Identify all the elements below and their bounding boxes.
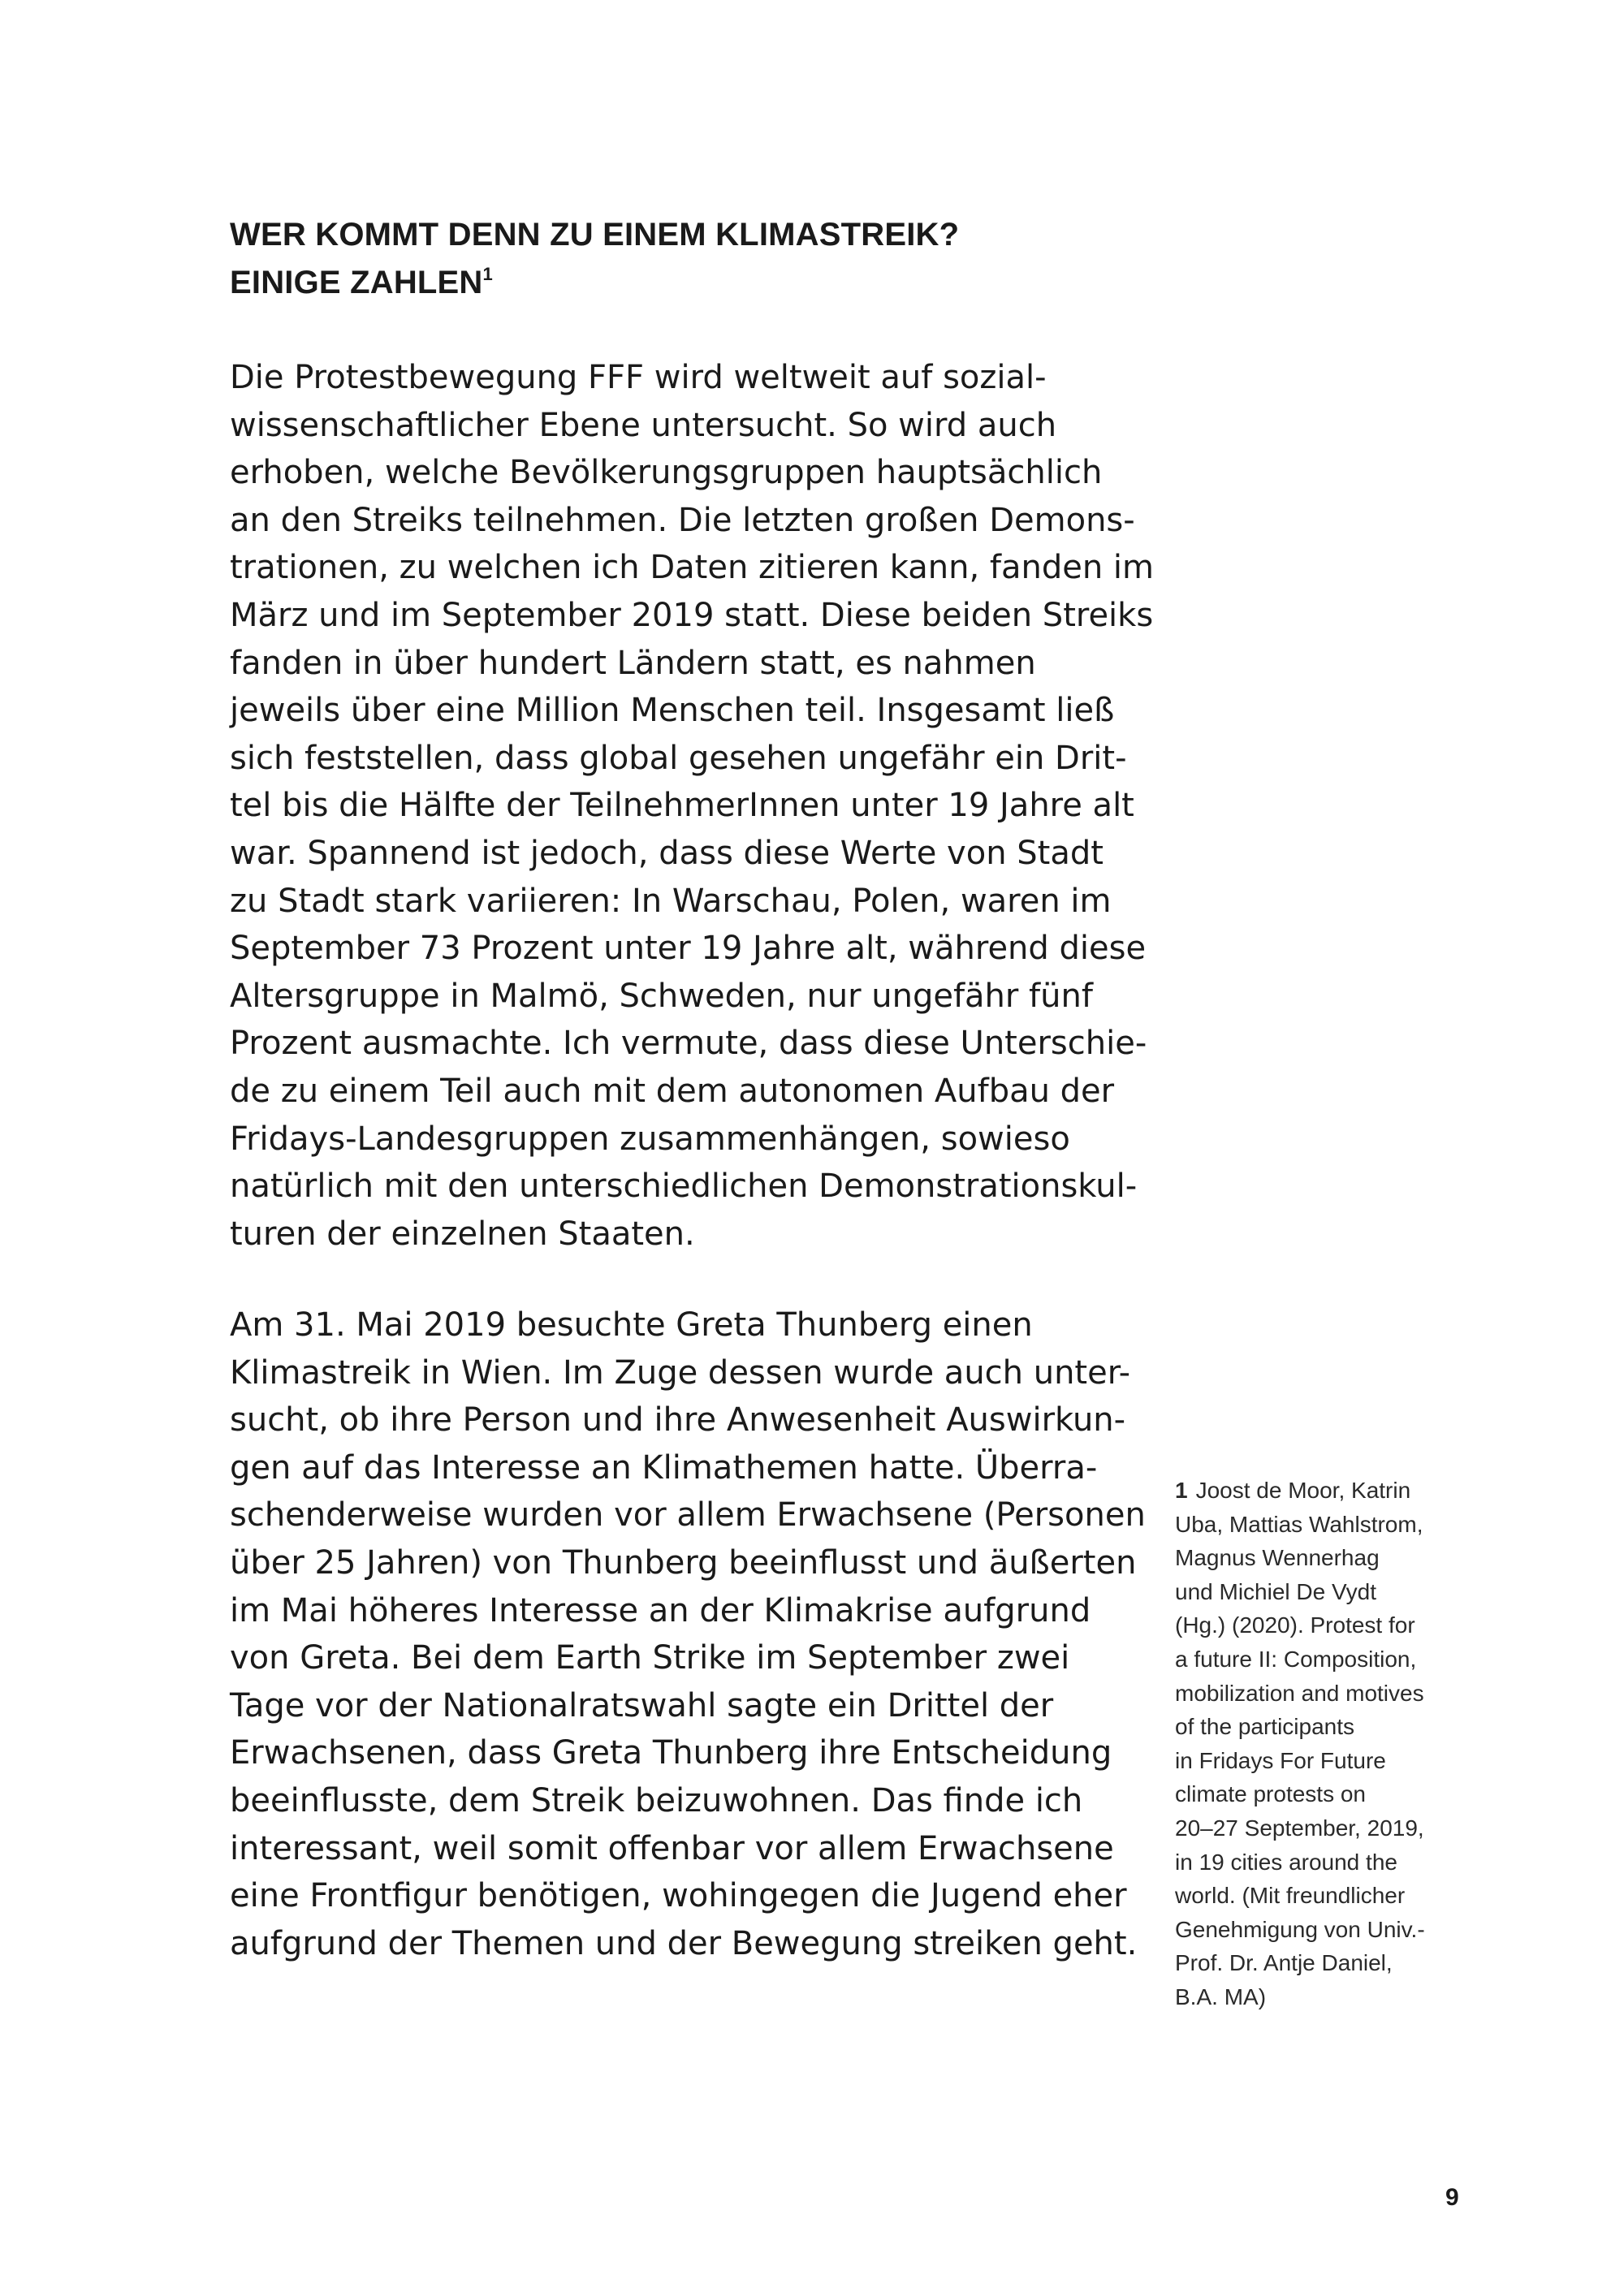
footnote <box>1175 1474 1467 2014</box>
text-line: März und im September 2019 statt. Diese beiden Streiks <box>230 596 1154 634</box>
footnote-line: Magnus Wennerhag <box>1175 1545 1380 1571</box>
text-line: Prozent ausmachte. Ich vermute, dass diese Unterschie- <box>230 1025 1147 1063</box>
text-line: im Mai höheres Interesse an der Klimakrise aufgrund <box>230 1591 1091 1629</box>
footnote-line: climate protests on <box>1175 1781 1366 1807</box>
text-line: erhoben, welche Bevölkerungsgruppen hauptsächlich <box>230 454 1103 492</box>
footnote-line: Prof. Dr. Antje Daniel, <box>1175 1950 1393 1976</box>
text-line: Erwachsenen, dass Greta Thunberg ihre Entscheidung <box>230 1734 1112 1772</box>
footnote-line: und Michiel De Vydt <box>1175 1578 1376 1604</box>
text-line: Am 31. Mai 2019 besuchte Greta Thunberg einen <box>230 1306 1033 1344</box>
heading-line-2 <box>230 259 1204 307</box>
text-line: de zu einem Teil auch mit dem autonomen Aufbau der <box>230 1072 1115 1110</box>
text-line: eine Frontfigur benötigen, wohingegen die Jugend eher <box>230 1877 1127 1915</box>
footnote-line: mobilization and motives <box>1175 1680 1424 1706</box>
text-line: natürlich mit den unterschiedlichen Demonstrationskul- <box>230 1168 1138 1206</box>
text-line: beeinflusste, dem Streik beizuwohnen. Das finde ich <box>230 1781 1083 1819</box>
footnote-line: (Hg.) (2020). Protest for <box>1175 1612 1415 1638</box>
footnote-line: Uba, Mattias Wahlstrom, <box>1175 1511 1423 1537</box>
heading-line-2-text: EINIGE ZAHLEN <box>230 265 483 300</box>
text-line: sich feststellen, dass global gesehen ungefähr ein Drit- <box>230 739 1127 777</box>
text-line: Die Protestbewegung FFF wird weltweit auf sozial- <box>230 359 1047 396</box>
text-line: zu Stadt stark variieren: In Warschau, Polen, waren im <box>230 882 1112 920</box>
text-line: trationen, zu welchen ich Daten zitieren kann, fanden im <box>230 549 1154 587</box>
page-number: 9 <box>1445 2184 1459 2211</box>
footnote-line: 20–27 September, 2019, <box>1175 1815 1424 1841</box>
text-line: tel bis die Hälfte der TeilnehmerInnen unter 19 Jahre alt <box>230 787 1134 825</box>
footnote-line-text: Joost de Moor, Katrin <box>1195 1478 1411 1503</box>
text-line: sucht, ob ihre Person und ihre Anwesenheit Auswirkun- <box>230 1401 1126 1440</box>
paragraph-2 <box>230 1301 1147 1967</box>
text-line: Tage vor der Nationalratswahl sagte ein Drittel der <box>230 1686 1054 1724</box>
text-line: interessant, weil somit offenbar vor allem Erwachsene <box>230 1829 1114 1867</box>
text-line: Klimastreik in Wien. Im Zuge dessen wurde auch unter- <box>230 1353 1131 1392</box>
footnote-line: a future II: Composition, <box>1175 1646 1417 1672</box>
footnote-line: B.A. MA) <box>1175 1983 1267 2009</box>
paragraph-1 <box>230 354 1154 1258</box>
footnote-line <box>1175 1474 1467 1508</box>
text-line: von Greta. Bei dem Earth Strike im September zwei <box>230 1639 1070 1677</box>
footnote-line: in 19 cities around the <box>1175 1849 1397 1875</box>
text-line: gen auf das Interesse an Klimathemen hatte. Überra- <box>230 1448 1098 1487</box>
footnote-line: of the participants <box>1175 1714 1355 1740</box>
text-line: Altersgruppe in Malmö, Schweden, nur ungefähr fünf <box>230 977 1093 1015</box>
footnote-reference[interactable]: 1 <box>482 264 493 284</box>
text-line: jeweils über eine Million Menschen teil. Insgesamt ließ <box>230 692 1115 730</box>
text-line: turen der einzelnen Staaten. <box>230 1215 695 1253</box>
footnote-number: 1 <box>1175 1478 1188 1503</box>
footnote-line: in Fridays For Future <box>1175 1747 1386 1773</box>
text-line: war. Spannend ist jedoch, dass diese Werte von Stadt <box>230 834 1104 872</box>
text-line: Fridays-Landesgruppen zusammenhängen, sowieso <box>230 1120 1070 1158</box>
text-line: aufgrund der Themen und der Bewegung streiken geht. <box>230 1924 1138 1962</box>
text-line: schenderweise wurden vor allem Erwachsene (Personen <box>230 1496 1146 1534</box>
section-heading <box>230 211 1204 307</box>
footnote-line: Genehmigung von Univ.- <box>1175 1916 1425 1942</box>
text-line: fanden in über hundert Ländern statt, es nahmen <box>230 644 1036 682</box>
text-line: September 73 Prozent unter 19 Jahre alt, während diese <box>230 930 1147 968</box>
footnote-line: world. (Mit freundlicher <box>1175 1883 1406 1909</box>
text-line: an den Streiks teilnehmen. Die letzten großen Demons- <box>230 501 1135 539</box>
text-line: über 25 Jahren) von Thunberg beeinflusst und äußerten <box>230 1543 1137 1582</box>
heading-line-1: WER KOMMT DENN ZU EINEM KLIMASTREIK? <box>230 217 960 253</box>
text-line: wissenschaftlicher Ebene untersucht. So wird auch <box>230 406 1057 444</box>
